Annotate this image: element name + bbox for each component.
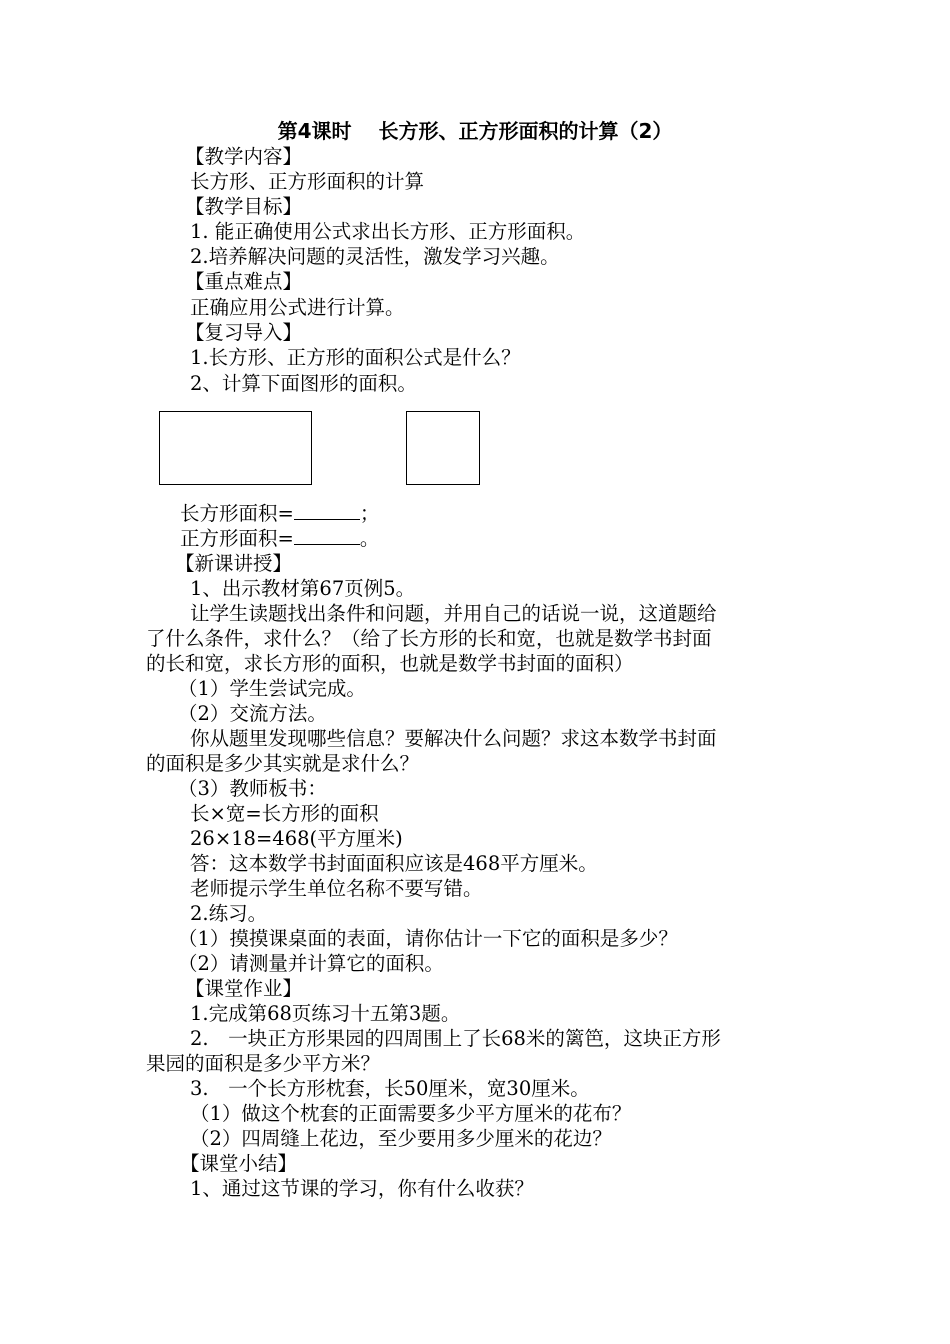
text-line: 3. 一个长方形枕套，长50厘米，宽30厘米。 bbox=[190, 1077, 590, 1100]
paragraph-line: 2. 一块正方形果园的四周围上了长68米的篱笆，这块正方形 bbox=[190, 1027, 721, 1050]
rectangle-figure bbox=[159, 411, 312, 485]
answer-line: 答：这本数学书封面面积应该是468平方厘米。 bbox=[190, 852, 598, 875]
text-line: 正确应用公式进行计算。 bbox=[190, 296, 405, 319]
text-line: （1）学生尝试完成。 bbox=[178, 677, 366, 700]
text-line: 1、通过这节课的学习，你有什么收获？ bbox=[190, 1177, 534, 1200]
answer-blank[interactable] bbox=[294, 526, 360, 545]
section-heading-new-lesson: 【新课讲授】 bbox=[175, 552, 293, 575]
paragraph-line: 让学生读题找出条件和问题，并用自己的话说一说，这道题给 bbox=[190, 602, 717, 625]
text-line: （3）教师板书： bbox=[178, 777, 327, 800]
paragraph-line: 的长和宽，求长方形的面积，也就是数学书封面的面积） bbox=[146, 652, 634, 675]
section-heading-goals: 【教学目标】 bbox=[185, 195, 303, 218]
section-heading-key-points: 【重点难点】 bbox=[185, 270, 303, 293]
text-line: （2）请测量并计算它的面积。 bbox=[178, 952, 444, 975]
text-line: 2.培养解决问题的灵活性，激发学习兴趣。 bbox=[190, 245, 560, 268]
punctuation: ； bbox=[359, 502, 380, 525]
text-line: 老师提示学生单位名称不要写错。 bbox=[190, 877, 483, 900]
section-heading-homework: 【课堂作业】 bbox=[185, 977, 303, 1000]
text-line: 1.完成第68页练习十五第3题。 bbox=[190, 1002, 461, 1025]
section-heading-summary: 【课堂小结】 bbox=[180, 1152, 298, 1175]
text-line: 长方形、正方形面积的计算 bbox=[190, 170, 425, 193]
text-line: （2）四周缝上花边，至少要用多少厘米的花边？ bbox=[190, 1127, 612, 1150]
punctuation: 。 bbox=[359, 527, 380, 550]
square-area-line bbox=[180, 526, 379, 552]
formula-line: 26×18=468(平方厘米) bbox=[190, 827, 403, 850]
square-area-label: 正方形面积= bbox=[180, 527, 294, 550]
text-line: （1）做这个枕套的正面需要多少平方厘米的花布？ bbox=[190, 1102, 632, 1125]
rectangle-area-line bbox=[180, 501, 379, 527]
paragraph-line: 了什么条件，求什么？（给了长方形的长和宽，也就是数学书封面 bbox=[146, 627, 712, 650]
paragraph-line: 果园的面积是多少平方米？ bbox=[146, 1052, 381, 1075]
paragraph-line: 你从题里发现哪些信息？要解决什么问题？求这本数学书封面 bbox=[190, 727, 717, 750]
section-heading-review: 【复习导入】 bbox=[185, 321, 303, 344]
answer-blank[interactable] bbox=[294, 501, 360, 520]
formula-line: 长×宽=长方形的面积 bbox=[190, 802, 379, 825]
rectangle-area-label: 长方形面积= bbox=[180, 502, 294, 525]
text-line: 1.长方形、正方形的面积公式是什么？ bbox=[190, 346, 521, 369]
section-heading-content: 【教学内容】 bbox=[185, 145, 303, 168]
text-line: 1. 能正确使用公式求出长方形、正方形面积。 bbox=[190, 220, 586, 243]
text-line: 2、计算下面图形的面积。 bbox=[190, 372, 417, 395]
paragraph-line: 的面积是多少其实就是求什么？ bbox=[146, 752, 420, 775]
page-title: 第4课时 长方形、正方形面积的计算（2） bbox=[277, 119, 673, 143]
text-line: （1）摸摸课桌面的表面，请你估计一下它的面积是多少？ bbox=[178, 927, 678, 950]
text-line: 2.练习。 bbox=[190, 902, 268, 925]
text-line: （2）交流方法。 bbox=[178, 702, 327, 725]
square-figure bbox=[406, 411, 480, 485]
text-line: 1、出示教材第67页例5。 bbox=[190, 577, 416, 600]
